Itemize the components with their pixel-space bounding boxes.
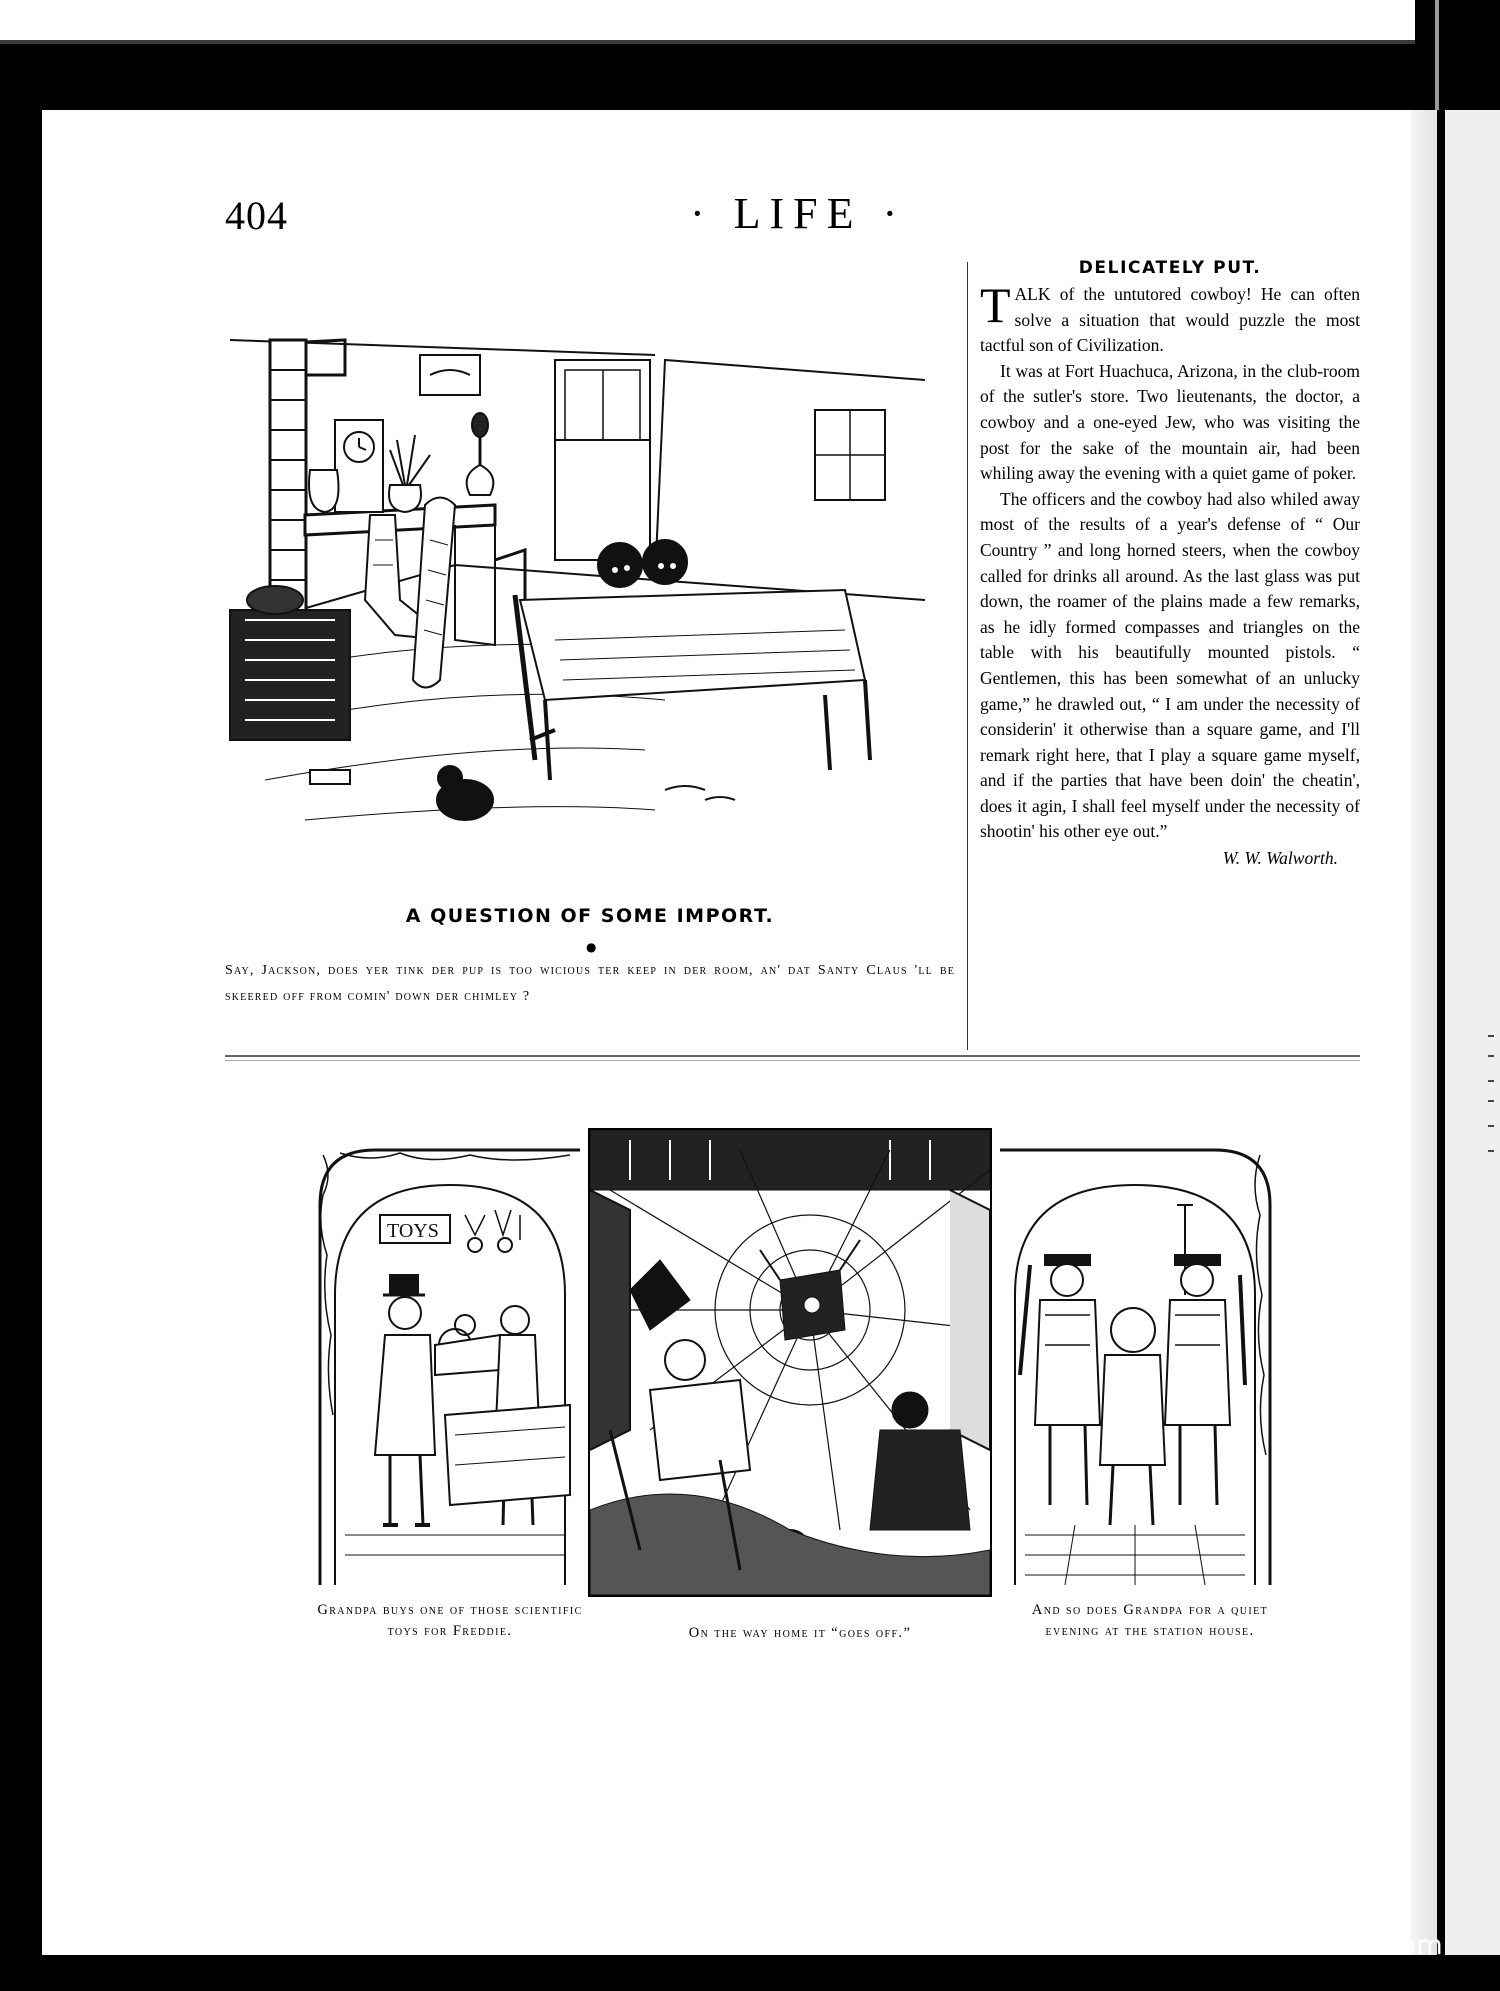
section-divider bbox=[225, 1055, 1360, 1057]
previous-page-shadow bbox=[0, 40, 1415, 44]
masthead-title: · LIFE · bbox=[690, 189, 907, 238]
column-rule bbox=[967, 262, 968, 1050]
site-watermark: comicbooks.com bbox=[1210, 1930, 1444, 1961]
section-divider-thin bbox=[225, 1060, 1360, 1061]
spine-gutter bbox=[1437, 110, 1445, 1955]
article-paragraph bbox=[980, 277, 1360, 359]
article-byline: W. W. Walworth. bbox=[1222, 848, 1338, 869]
toy-shop-drawing bbox=[315, 1145, 585, 1585]
article-paragraph-text: ALK of the untutored cowboy! He can often solve a situation that would puzzle the most tactful son of Civilization. bbox=[980, 284, 1360, 356]
article-body bbox=[980, 277, 1360, 845]
strip-panel-explosion bbox=[588, 1128, 992, 1597]
caption-ornament: ● bbox=[586, 940, 597, 954]
strip-caption-left: Grandpa buys one of those scientific toys for Freddie. bbox=[317, 1602, 583, 1639]
cartoon-caption: Say, Jackson, does yer tink der pup is too wicious ter keep in der room, an' dat Santy Claus 'll be skeered off from comin' down der chimley ? bbox=[225, 963, 955, 1004]
strip-panel-station-house bbox=[995, 1145, 1275, 1585]
facing-page-edge bbox=[1445, 110, 1500, 1955]
bedroom-scene-drawing bbox=[225, 300, 925, 860]
explosion-drawing bbox=[590, 1130, 990, 1595]
cartoon-title: A QUESTION OF SOME IMPORT. bbox=[405, 905, 775, 927]
strip-caption-center: On the way home it “goes off.” bbox=[688, 1625, 912, 1641]
cartoon-illustration bbox=[225, 300, 925, 860]
strip-panel-toy-shop bbox=[315, 1145, 585, 1585]
page-number: 404 bbox=[225, 193, 288, 238]
previous-page-edge bbox=[0, 0, 1415, 40]
article-paragraph: The officers and the cowboy had also whiled away most of the results of a year's defense of “ Our Country ” and long horned steers, when the cowboy called for drinks all around. As the last glass was put down, the roamer of the plains made a few remarks, as he idly formed compasses and triangles on the table with his beautifully mounted pistols. “ Gentlemen, this has been somewhat of an unlucky game,” he drawled out, “ I am under the necessity of considerin' it otherwise than a square game, and I'll remark right here, that I play a square game myself, and if the parties that have been doin' the cheatin', does it agin, I shall feel myself under the necessity of shootin' his other eye out.” bbox=[980, 488, 1360, 842]
article-title: DELICATELY PUT. bbox=[1078, 258, 1262, 278]
strip-caption-right: And so does Grandpa for a quiet evening at the station house. bbox=[1031, 1602, 1269, 1639]
binding-line bbox=[1435, 0, 1439, 110]
shop-sign-text: TOYS bbox=[387, 1220, 439, 1242]
policemen-drawing bbox=[995, 1145, 1275, 1585]
article-column bbox=[980, 258, 1360, 869]
article-paragraph: It was at Fort Huachuca, Arizona, in the club-room of the sutler's store. Two lieutenants, the doctor, a cowboy and a one-eyed Jew, who was visiting the post for the sake of the mountain air, had been whiling away the evening with a quiet game of poker. bbox=[980, 360, 1360, 484]
drop-cap: T bbox=[980, 277, 1011, 333]
